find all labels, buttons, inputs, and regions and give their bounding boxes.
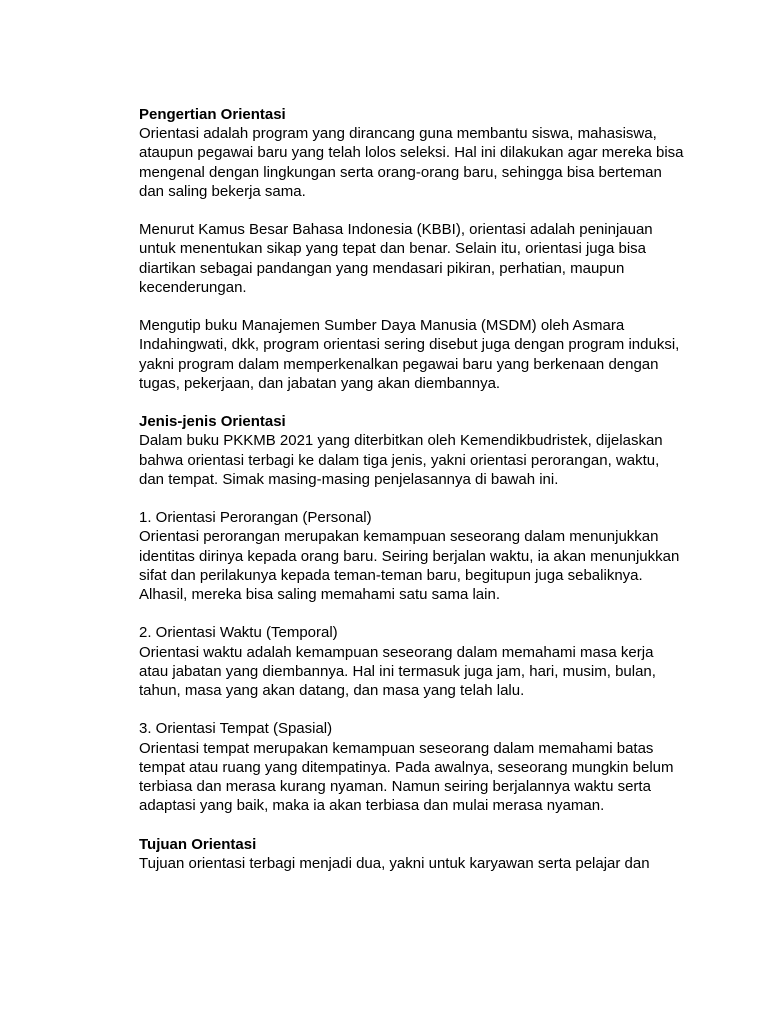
section-subheading: 2. Orientasi Waktu (Temporal) [139,624,338,642]
section-orientasi-tempat [139,719,684,815]
section-pengertian [139,105,684,393]
document-page [139,105,684,892]
section-heading: Tujuan Orientasi [139,835,257,853]
section-subheading: 3. Orientasi Tempat (Spasial) [139,720,333,738]
section-jenis [139,412,684,489]
paragraph: Orientasi perorangan merupakan kemampuan seseorang dalam menunjukkan identitas dirinya kepada orang baru. Seiring berjalan waktu, ia akan menunjukkan sifat dan perilakunya kepada teman-teman baru, begitupun juga sebaliknya. Alhasil, mereka bisa saling memahami satu sama lain. [139,528,680,604]
section-orientasi-perorangan [139,508,684,604]
paragraph: Dalam buku PKKMB 2021 yang diterbitkan oleh Kemendikbudristek, dijelaskan bahwa orientasi terbagi ke dalam tiga jenis, yakni orientasi perorangan, waktu, dan tempat. Simak masing-masing penjelasannya di bawah ini. [139,432,663,488]
section-subheading: 1. Orientasi Perorangan (Personal) [139,509,372,527]
paragraph: Orientasi waktu adalah kemampuan seseorang dalam memahami masa kerja atau jabatan yang diembannya. Hal ini termasuk juga jam, hari, musim, bulan, tahun, masa yang akan datang, dan masa yang telah lalu. [139,643,656,700]
paragraph: Mengutip buku Manajemen Sumber Daya Manusia (MSDM) oleh Asmara Indahingwati, dkk, program orientasi sering disebut juga dengan program induksi, yakni program dalam memperkenalkan pegawai baru yang berkenaan dengan tugas, pekerjaan, dan jabatan yang akan diembannya. [139,317,680,392]
section-heading: Pengertian Orientasi [139,106,286,123]
paragraph: Orientasi tempat merupakan kemampuan seseorang dalam memahami batas tempat atau ruang yang ditempatinya. Pada awalnya, seseorang mungkin belum terbiasa dan merasa kurang nyaman. Namun seiring berjalannya waktu serta adaptasi yang baik, maka ia akan terbiasa dan mulai merasa nyaman. [139,739,674,815]
section-tujuan [139,835,684,873]
paragraph: Menurut Kamus Besar Bahasa Indonesia (KBBI), orientasi adalah peninjauan untuk menentukan sikap yang tepat dan benar. Selain itu, orientasi juga bisa diartikan sebagai pandangan yang mendasari pikiran, perhatian, maupun kecenderungan. [139,221,653,296]
paragraph: Tujuan orientasi terbagi menjadi dua, yakni untuk karyawan serta pelajar dan [139,854,650,872]
paragraph: Orientasi adalah program yang dirancang guna membantu siswa, mahasiswa, ataupun pegawai baru yang telah lolos seleksi. Hal ini dilakukan agar mereka bisa mengenal dengan lingkungan serta orang-orang baru, sehingga bisa berteman dan saling bekerja sama. [139,125,684,200]
section-orientasi-waktu [139,623,684,700]
section-heading: Jenis-jenis Orientasi [139,413,286,431]
